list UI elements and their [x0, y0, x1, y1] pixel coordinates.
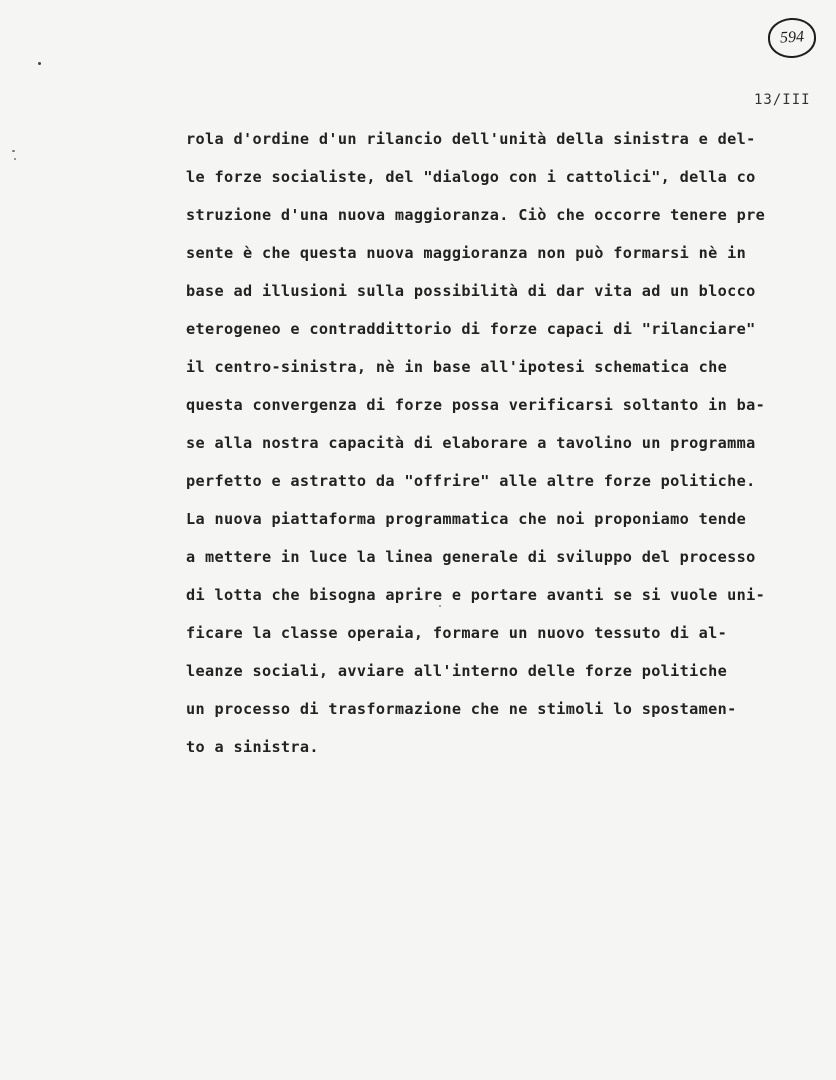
- text-line: rola d'ordine d'un rilancio dell'unità della sinistra e del-: [186, 130, 756, 148]
- text-line: leanze sociali, avviare all'interno delle forze politiche: [186, 662, 728, 680]
- ink-speck: [12, 150, 15, 152]
- text-line: La nuova piattaforma programmatica che noi proponiamo tende: [186, 510, 747, 528]
- ink-speck: [38, 62, 41, 65]
- ink-speck: [14, 158, 16, 160]
- text-line: base ad illusioni sulla possibilità di dar vita ad un blocco: [186, 282, 756, 300]
- text-line: eterogeneo e contraddittorio di forze capaci di "rilanciare": [186, 320, 756, 338]
- body-text: [186, 120, 806, 766]
- text-line: struzione d'una nuova maggioranza. Ciò che occorre tenere pre: [186, 206, 766, 224]
- text-line: le forze socialiste, del "dialogo con i cattolici", della co: [186, 168, 756, 186]
- text-line: ficare la classe operaia, formare un nuovo tessuto di al-: [186, 624, 728, 642]
- text-line: sente è che questa nuova maggioranza non può formarsi nè in: [186, 244, 747, 262]
- text-line: a mettere in luce la linea generale di sviluppo del processo: [186, 548, 756, 566]
- text-line: to a sinistra.: [186, 738, 319, 756]
- page-number: 13/III: [754, 92, 811, 108]
- text-line: il centro-sinistra, nè in base all'ipotesi schematica che: [186, 358, 728, 376]
- archive-stamp-number: 594: [767, 17, 817, 59]
- text-line: se alla nostra capacità di elaborare a tavolino un programma: [186, 434, 756, 452]
- text-line: un processo di trasformazione che ne stimoli lo spostamen-: [186, 700, 737, 718]
- text-line: perfetto e astratto da "offrire" alle altre forze politiche.: [186, 472, 756, 490]
- text-line: di lotta che bisogna aprire e portare avanti se si vuole uni-: [186, 586, 766, 604]
- text-line: questa convergenza di forze possa verificarsi soltanto in ba-: [186, 396, 766, 414]
